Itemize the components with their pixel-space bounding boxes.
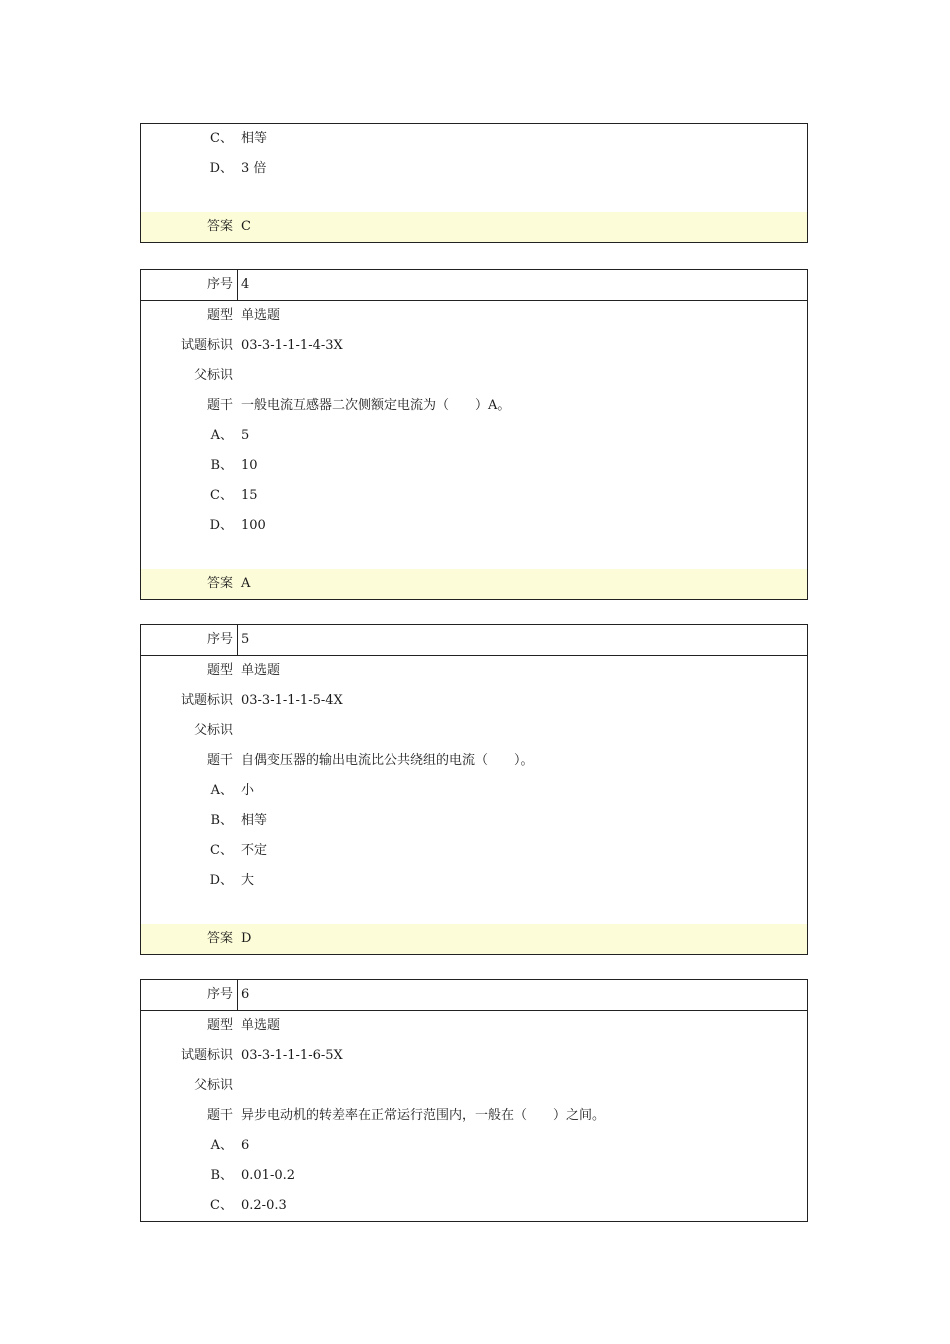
option-letter: A、 — [210, 428, 233, 443]
question-card — [140, 979, 808, 1222]
parent-row — [141, 1071, 807, 1101]
answer-label: 答案 — [206, 931, 233, 946]
parent-label: 父标识 — [193, 723, 233, 738]
option-text: 大 — [241, 873, 255, 888]
option-row — [141, 421, 807, 451]
answer-label: 答案 — [206, 219, 233, 234]
option-text: 3 倍 — [241, 161, 267, 176]
parent-label: 父标识 — [193, 368, 233, 383]
option-text: 0.2-0.3 — [241, 1198, 287, 1213]
option-row — [141, 836, 807, 866]
seq-value: 5 — [241, 632, 250, 647]
option-letter: D、 — [209, 873, 233, 888]
id-row — [141, 1041, 807, 1071]
answer-row — [141, 212, 807, 242]
option-row — [141, 154, 807, 184]
option-text: 不定 — [241, 843, 268, 858]
question-card-continued — [140, 123, 808, 243]
option-row — [141, 124, 807, 154]
stem-text: 异步电动机的转差率在正常运行范围内，一般在（ ）之间。 — [241, 1108, 606, 1123]
cell-divider — [237, 625, 238, 655]
id-value: 03-3-1-1-1-5-4X — [241, 693, 343, 708]
stem-text: 自偶变压器的输出电流比公共绕组的电流（ ）。 — [241, 753, 534, 768]
type-label: 题型 — [206, 308, 233, 323]
option-row — [141, 806, 807, 836]
option-text: 5 — [241, 428, 250, 443]
option-row — [141, 776, 807, 806]
seq-label: 序号 — [206, 987, 233, 1002]
option-letter: D、 — [209, 161, 233, 176]
seq-row — [141, 625, 807, 656]
type-value: 单选题 — [241, 1018, 281, 1033]
option-letter: A、 — [210, 1138, 233, 1153]
stem-label: 题干 — [206, 753, 233, 768]
id-value: 03-3-1-1-1-6-5X — [241, 1048, 343, 1063]
option-text: 0.01-0.2 — [241, 1168, 296, 1183]
seq-value: 6 — [241, 987, 250, 1002]
option-text: 小 — [241, 783, 255, 798]
seq-row — [141, 980, 807, 1011]
option-text: 相等 — [241, 813, 268, 828]
type-row — [141, 1011, 807, 1041]
option-letter: A、 — [210, 783, 233, 798]
option-letter: C、 — [210, 488, 233, 503]
option-row — [141, 511, 807, 541]
parent-row — [141, 361, 807, 391]
seq-label: 序号 — [206, 632, 233, 647]
answer-value: D — [241, 931, 252, 946]
seq-value: 4 — [241, 277, 250, 292]
stem-row — [141, 391, 807, 421]
parent-label: 父标识 — [193, 1078, 233, 1093]
id-label: 试题标识 — [180, 1048, 233, 1063]
question-card — [140, 624, 808, 955]
type-value: 单选题 — [241, 308, 281, 323]
id-label: 试题标识 — [180, 338, 233, 353]
stem-row — [141, 746, 807, 776]
option-letter: D、 — [209, 518, 233, 533]
id-value: 03-3-1-1-1-4-3X — [241, 338, 343, 353]
option-row — [141, 451, 807, 481]
option-letter: C、 — [210, 843, 233, 858]
type-row — [141, 656, 807, 686]
option-row — [141, 1161, 807, 1191]
stem-label: 题干 — [206, 1108, 233, 1123]
type-label: 题型 — [206, 1018, 233, 1033]
option-letter: C、 — [210, 1198, 233, 1213]
answer-value: C — [241, 219, 251, 234]
option-row — [141, 1191, 807, 1221]
id-row — [141, 331, 807, 361]
seq-label: 序号 — [206, 277, 233, 292]
parent-row — [141, 716, 807, 746]
answer-row — [141, 924, 807, 954]
option-row — [141, 866, 807, 896]
option-letter: B、 — [210, 813, 233, 828]
cell-divider — [237, 980, 238, 1010]
type-label: 题型 — [206, 663, 233, 678]
option-letter: B、 — [210, 1168, 233, 1183]
type-row — [141, 301, 807, 331]
type-value: 单选题 — [241, 663, 281, 678]
answer-label: 答案 — [206, 576, 233, 591]
stem-text: 一般电流互感器二次侧额定电流为（ ）A。 — [241, 398, 511, 413]
option-text: 10 — [241, 458, 258, 473]
option-letter: C、 — [210, 131, 233, 146]
option-row — [141, 481, 807, 511]
id-label: 试题标识 — [180, 693, 233, 708]
stem-label: 题干 — [206, 398, 233, 413]
seq-row — [141, 270, 807, 301]
option-text: 15 — [241, 488, 258, 503]
stem-row — [141, 1101, 807, 1131]
cell-divider — [237, 270, 238, 300]
id-row — [141, 686, 807, 716]
option-row — [141, 1131, 807, 1161]
question-card — [140, 269, 808, 600]
answer-row — [141, 569, 807, 599]
answer-value: A — [241, 576, 251, 591]
option-text: 6 — [241, 1138, 250, 1153]
option-letter: B、 — [210, 458, 233, 473]
option-text: 相等 — [241, 131, 268, 146]
option-text: 100 — [241, 518, 266, 533]
